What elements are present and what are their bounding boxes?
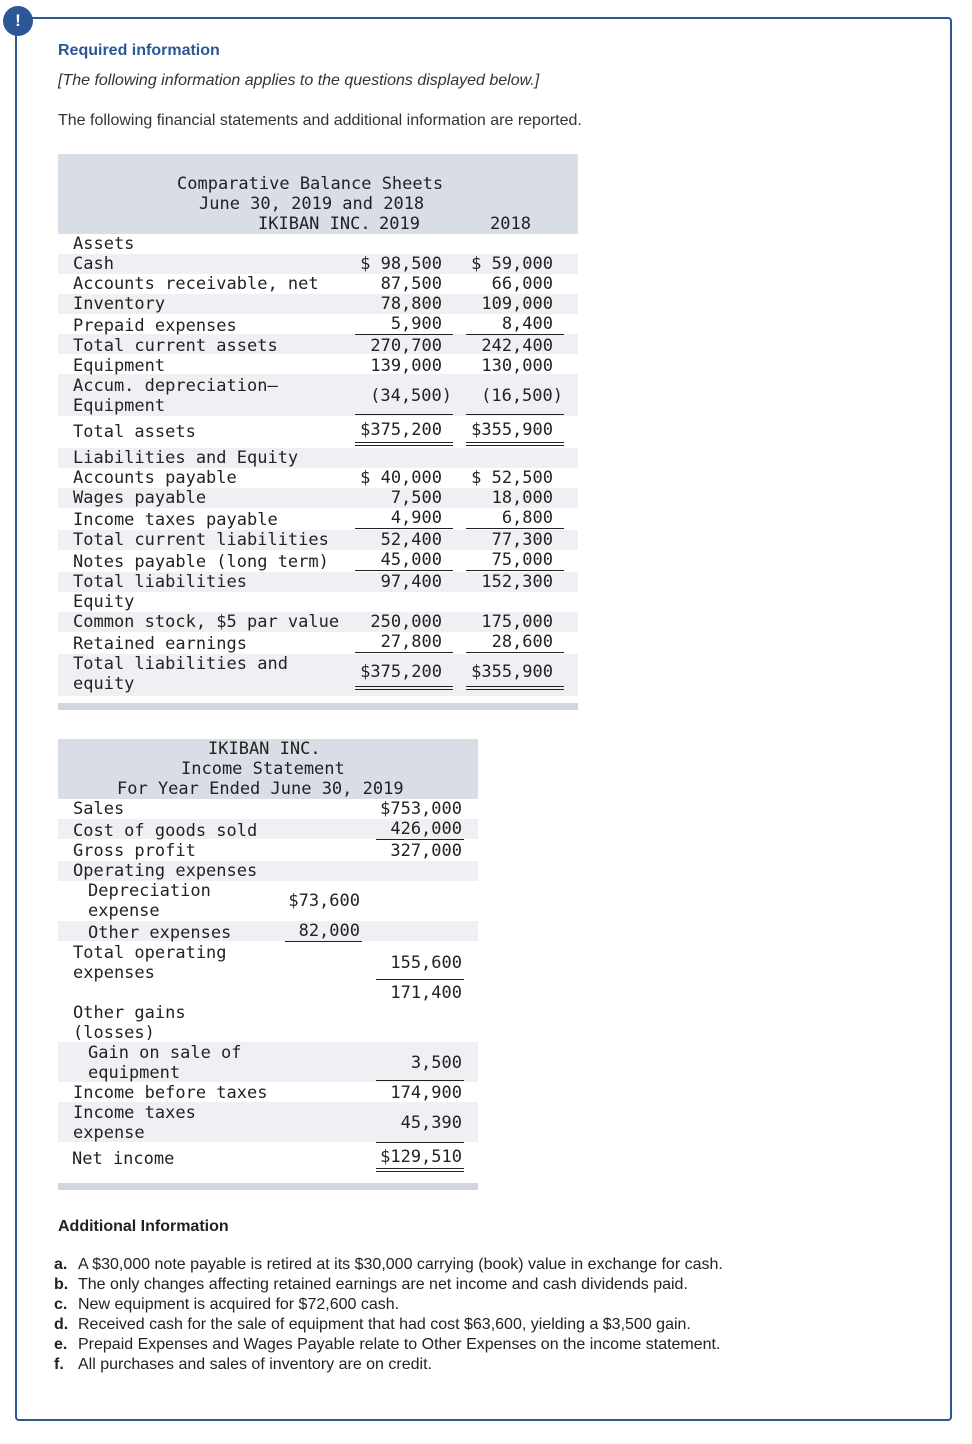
tcl-2019: 52,400 [380, 530, 442, 550]
tax-label-1: Income taxes [73, 1103, 196, 1123]
bs-company: IKIBAN INC. [258, 214, 371, 234]
gp-value: 327,000 [390, 841, 462, 861]
ibt-value: 174,900 [390, 1083, 462, 1103]
tcl-label: Total current liabilities [73, 530, 329, 550]
ar-2019: 87,500 [380, 274, 442, 294]
accum-label-1: Accum. depreciation— [73, 376, 278, 396]
intro-text: The following financial statements and additional information are reported. [58, 112, 582, 129]
cs-label: Common stock, $5 par value [73, 612, 340, 632]
cash-label: Cash [73, 254, 114, 274]
other-gains-heading-1: Other gains [73, 1003, 186, 1023]
prepaid-2019: 5,900 [390, 314, 442, 334]
le-heading: Liabilities and Equity [73, 448, 299, 468]
other-exp-label: Other expenses [88, 923, 232, 943]
accum-2019: (34,500) [370, 386, 452, 406]
list-item: e. Prepaid Expenses and Wages Payable relate to Other Expenses on the income statement. [54, 1336, 721, 1353]
tl-2019: 97,400 [380, 572, 442, 592]
topex-label-2: expenses [73, 963, 155, 983]
cogs-label: Cost of goods sold [73, 821, 258, 841]
prepaid-2018: 8,400 [501, 314, 553, 334]
tle-2019: $375,200 [360, 662, 442, 682]
assets-heading: Assets [73, 234, 135, 254]
inventory-2018: 109,000 [481, 294, 553, 314]
equipment-label: Equipment [73, 356, 166, 376]
tax-value: 45,390 [400, 1113, 462, 1133]
prepaid-label: Prepaid expenses [73, 316, 237, 336]
list-item: b. The only changes affecting retained earnings are net income and cash dividends paid. [54, 1276, 688, 1293]
list-item: a. A $30,000 note payable is retired at its $30,000 carrying (book) value in exchange for cash. [54, 1256, 723, 1273]
ar-label: Accounts receivable, net [73, 274, 319, 294]
bs-col-2019: 2019 [379, 214, 420, 234]
cash-2018: $ 59,000 [471, 254, 553, 274]
wages-2019: 7,500 [390, 488, 442, 508]
tca-label: Total current assets [73, 336, 278, 356]
gp-label: Gross profit [73, 841, 196, 861]
is-period: For Year Ended June 30, 2019 [117, 779, 404, 799]
ta-2018: $355,900 [471, 420, 553, 440]
additional-info-title: Additional Information [58, 1218, 229, 1235]
ta-2019: $375,200 [360, 420, 442, 440]
bs-col-2018: 2018 [490, 214, 531, 234]
tle-2018: $355,900 [471, 662, 553, 682]
wages-label: Wages payable [73, 488, 207, 508]
tle-label-1: Total liabilities and [73, 654, 288, 674]
tca-2019: 270,700 [370, 336, 442, 356]
is-company: IKIBAN INC. [208, 739, 321, 759]
required-info-title: Required information [58, 42, 220, 59]
ni-label: Net income [72, 1149, 175, 1169]
dep-value: $73,600 [288, 891, 360, 911]
bs-date: June 30, 2019 and 2018 [199, 194, 425, 214]
tl-label: Total liabilities [73, 572, 247, 592]
equipment-2019: 139,000 [370, 356, 442, 376]
cash-2019: $ 98,500 [360, 254, 442, 274]
itp-2018: 6,800 [501, 508, 553, 528]
bs-title: Comparative Balance Sheets [177, 174, 444, 194]
dep-label-1: Depreciation [88, 881, 211, 901]
other-exp-value: 82,000 [298, 921, 360, 941]
accum-2018: (16,500) [481, 386, 563, 406]
tca-2018: 242,400 [481, 336, 553, 356]
list-item: f. All purchases and sales of inventory are on credit. [54, 1356, 432, 1373]
applies-note: [The following information applies to the questions displayed below.] [58, 72, 540, 89]
topex-label-1: Total operating [73, 943, 227, 963]
opex-heading: Operating expenses [73, 861, 258, 881]
alert-icon: ! [3, 6, 33, 36]
equipment-2018: 130,000 [481, 356, 553, 376]
notes-label: Notes payable (long term) [73, 552, 329, 572]
re-2018: 28,600 [491, 632, 553, 652]
is-title: Income Statement [181, 759, 345, 779]
sales-label: Sales [73, 799, 125, 819]
tax-label-2: expense [73, 1123, 145, 1143]
ap-2019: $ 40,000 [360, 468, 442, 488]
tl-2018: 152,300 [481, 572, 553, 592]
gain-label-1: Gain on sale of [88, 1043, 242, 1063]
ar-2018: 66,000 [491, 274, 553, 294]
ni-value: $129,510 [380, 1147, 462, 1167]
gain-value: 3,500 [410, 1053, 462, 1073]
notes-2018: 75,000 [491, 550, 553, 570]
cs-2019: 250,000 [370, 612, 442, 632]
tle-label-2: equity [73, 674, 135, 694]
equity-heading: Equity [73, 592, 135, 612]
ap-2018: $ 52,500 [471, 468, 553, 488]
ta-label: Total assets [73, 422, 196, 442]
list-item: d. Received cash for the sale of equipment that had cost $63,600, yielding a $3,500 gain. [54, 1316, 691, 1333]
op-subtotal-value: 171,400 [390, 983, 462, 1003]
list-item: c. New equipment is acquired for $72,600 cash. [54, 1296, 400, 1313]
itp-label: Income taxes payable [73, 510, 278, 530]
dep-label-2: expense [88, 901, 160, 921]
re-label: Retained earnings [73, 634, 247, 654]
gain-label-2: equipment [88, 1063, 181, 1083]
ibt-label: Income before taxes [73, 1083, 268, 1103]
cs-2018: 175,000 [481, 612, 553, 632]
cogs-value: 426,000 [390, 819, 462, 839]
re-2019: 27,800 [380, 632, 442, 652]
tcl-2018: 77,300 [491, 530, 553, 550]
inventory-2019: 78,800 [380, 294, 442, 314]
itp-2019: 4,900 [390, 508, 442, 528]
ap-label: Accounts payable [73, 468, 237, 488]
topex-value: 155,600 [390, 953, 462, 973]
notes-2019: 45,000 [380, 550, 442, 570]
wages-2018: 18,000 [491, 488, 553, 508]
inventory-label: Inventory [73, 294, 166, 314]
accum-label-2: Equipment [73, 396, 166, 416]
sales-value: $753,000 [380, 799, 462, 819]
other-gains-heading-2: (losses) [73, 1023, 155, 1043]
